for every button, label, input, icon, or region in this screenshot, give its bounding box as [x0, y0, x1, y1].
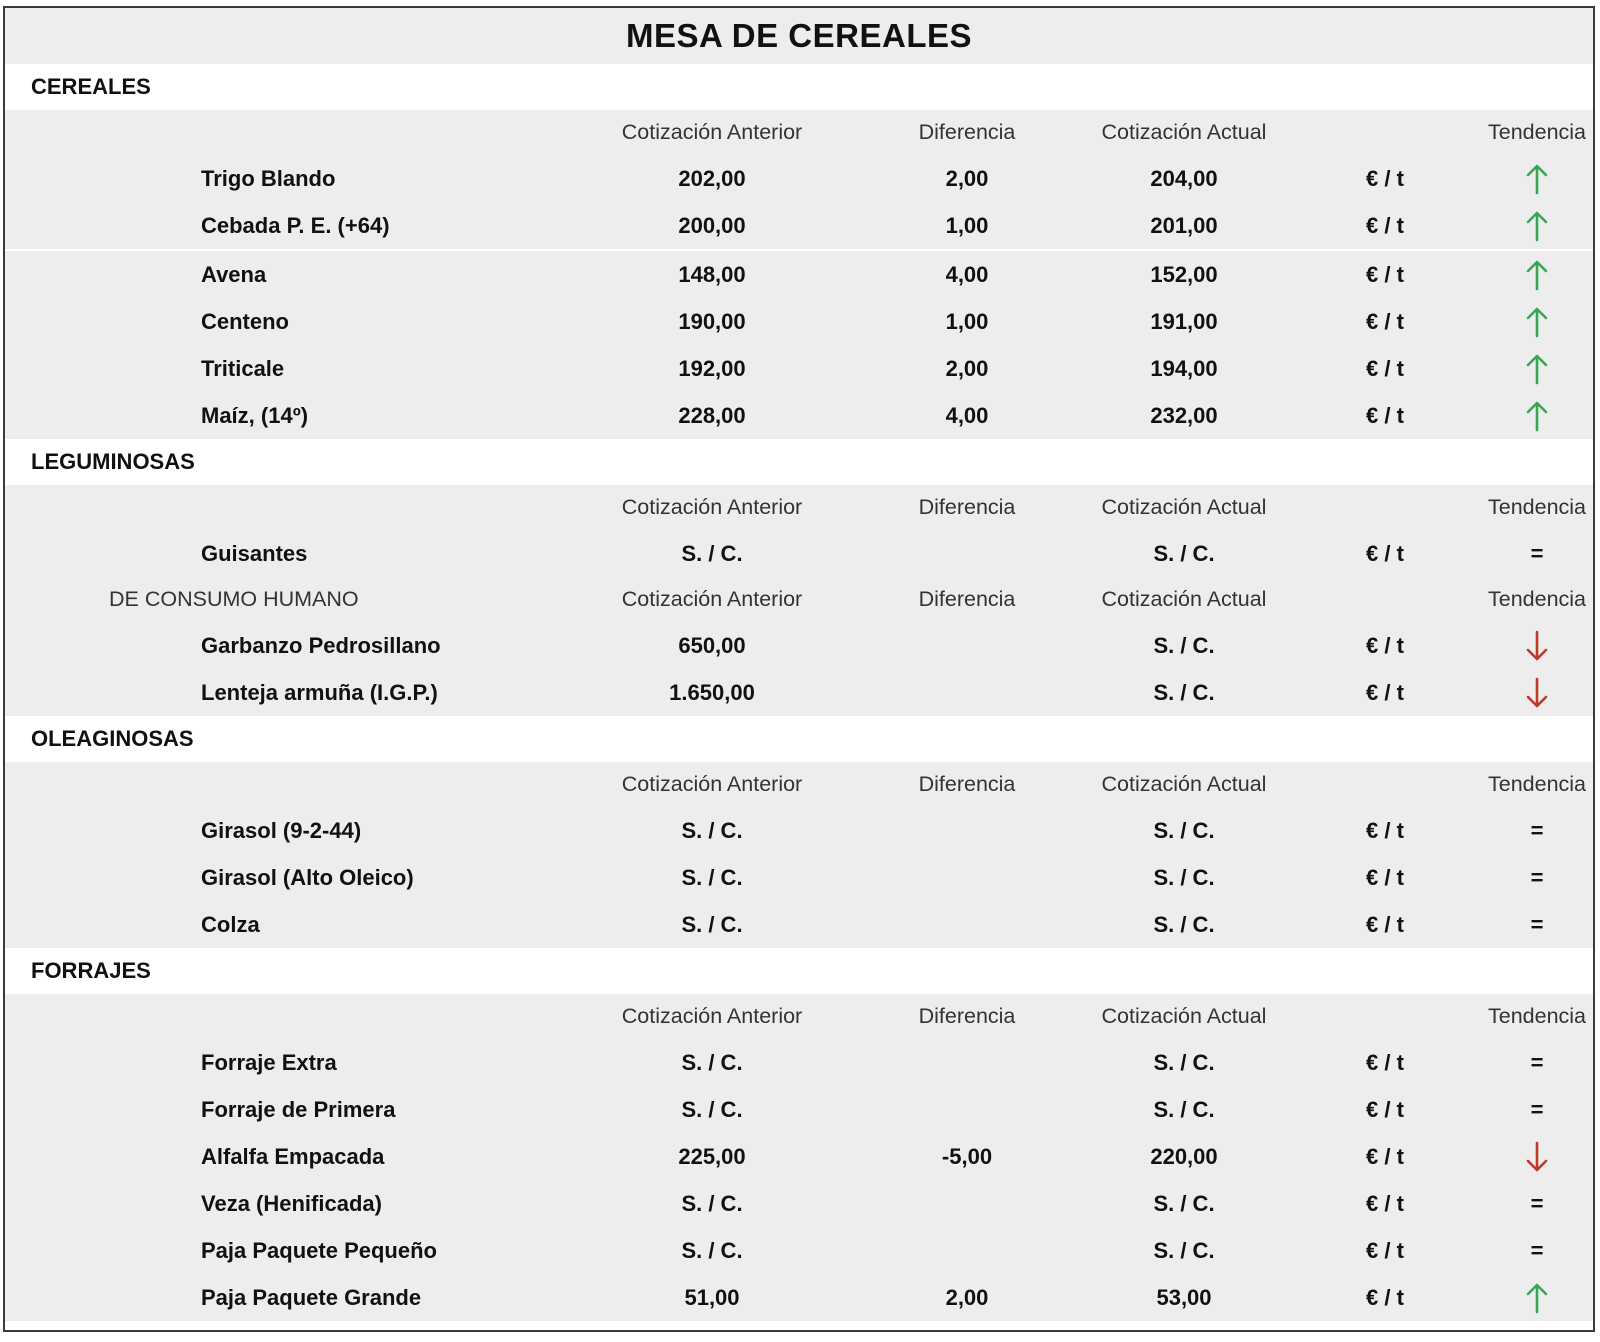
previous-price: 650,00	[678, 632, 746, 658]
header-prev: Cotización Anterior	[621, 772, 803, 796]
price-unit: € / t	[1366, 679, 1404, 705]
product-name: Triticale	[201, 355, 285, 381]
price-difference	[885, 622, 1049, 669]
current-price: S. / C.	[1153, 1096, 1215, 1122]
arrow-up-icon	[1475, 251, 1595, 298]
price-unit: € / t	[1366, 1143, 1404, 1169]
previous-price: 148,00	[678, 261, 746, 287]
price-difference	[885, 669, 1049, 716]
product-name: Guisantes	[201, 540, 308, 566]
product-name: Trigo Blando	[201, 165, 336, 191]
product-name: Colza	[201, 911, 260, 937]
price-unit: € / t	[1366, 212, 1404, 238]
price-unit: € / t	[1366, 1190, 1404, 1216]
previous-price: 200,00	[678, 212, 746, 238]
product-name: Cebada P. E. (+64)	[201, 212, 390, 238]
price-difference	[885, 1180, 1049, 1227]
product-name: Avena	[201, 261, 267, 287]
product-name: Maíz, (14º)	[201, 402, 309, 428]
trend-equal: =	[1530, 1049, 1544, 1075]
arrow-up-icon	[1475, 202, 1595, 249]
price-difference: 4,00	[945, 402, 989, 428]
header-trend: Tendencia	[1487, 120, 1587, 144]
header-prev: Cotización Anterior	[621, 587, 803, 611]
column-header-row	[5, 110, 1593, 155]
current-price: 204,00	[1150, 165, 1218, 191]
arrow-up-icon	[1475, 392, 1595, 439]
header-diff: Diferencia	[918, 1004, 1016, 1028]
price-unit: € / t	[1366, 261, 1404, 287]
previous-price: S. / C.	[681, 1190, 743, 1216]
price-table	[3, 6, 1595, 1332]
rows-consumo-humano	[5, 622, 1593, 716]
product-name: Veza (Henificada)	[201, 1190, 382, 1216]
section-title-leguminosas: LEGUMINOSAS	[5, 439, 1593, 485]
header-act: Cotización Actual	[1101, 1004, 1267, 1028]
trend-equal: =	[1530, 1096, 1544, 1122]
trend-equal: =	[1530, 540, 1544, 566]
price-difference: 4,00	[945, 261, 989, 287]
price-unit: € / t	[1366, 632, 1404, 658]
price-unit: € / t	[1366, 864, 1404, 890]
price-unit: € / t	[1366, 355, 1404, 381]
price-unit: € / t	[1366, 911, 1404, 937]
section-body-oleaginosas	[5, 762, 1593, 948]
current-price: 194,00	[1150, 355, 1218, 381]
current-price: 220,00	[1150, 1143, 1218, 1169]
price-difference	[885, 854, 1049, 901]
header-diff: Diferencia	[918, 120, 1016, 144]
section-body-leguminosas	[5, 485, 1593, 716]
table-row	[5, 1133, 1593, 1180]
header-trend: Tendencia	[1487, 772, 1587, 796]
current-price: 201,00	[1150, 212, 1218, 238]
trend-equal: =	[1530, 1190, 1544, 1216]
price-difference	[885, 1227, 1049, 1274]
trend-equal: =	[1530, 1237, 1544, 1263]
previous-price: 190,00	[678, 308, 746, 334]
previous-price: 1.650,00	[669, 679, 755, 705]
price-unit: € / t	[1366, 308, 1404, 334]
price-difference	[885, 1086, 1049, 1133]
previous-price: S. / C.	[681, 1237, 743, 1263]
current-price: 152,00	[1150, 261, 1218, 287]
product-name: Garbanzo Pedrosillano	[201, 632, 441, 658]
price-unit: € / t	[1366, 1049, 1404, 1075]
previous-price: S. / C.	[681, 817, 743, 843]
header-act: Cotización Actual	[1101, 772, 1267, 796]
previous-price: S. / C.	[681, 540, 743, 566]
current-price: S. / C.	[1153, 864, 1215, 890]
previous-price: S. / C.	[681, 911, 743, 937]
current-price: 232,00	[1150, 402, 1218, 428]
price-difference: 2,00	[945, 165, 989, 191]
column-header-row	[5, 762, 1593, 807]
current-price: S. / C.	[1153, 817, 1215, 843]
header-diff: Diferencia	[918, 587, 1016, 611]
arrow-down-icon	[1475, 1133, 1595, 1180]
current-price: 53,00	[1156, 1284, 1212, 1310]
product-name: Girasol (9-2-44)	[201, 817, 362, 843]
current-price: S. / C.	[1153, 1190, 1215, 1216]
price-difference: -5,00	[941, 1143, 993, 1169]
product-name: Alfalfa Empacada	[201, 1143, 385, 1169]
price-unit: € / t	[1366, 1237, 1404, 1263]
rows-forrajes	[5, 1039, 1593, 1321]
column-header-row	[5, 994, 1593, 1039]
table-row	[5, 392, 1593, 439]
header-act: Cotización Actual	[1101, 495, 1267, 519]
title-band	[5, 8, 1593, 64]
header-act: Cotización Actual	[1101, 120, 1267, 144]
previous-price: S. / C.	[681, 864, 743, 890]
arrow-up-icon	[1475, 1274, 1595, 1321]
price-unit: € / t	[1366, 402, 1404, 428]
page-title: MESA DE CEREALES	[626, 17, 972, 54]
price-unit: € / t	[1366, 1096, 1404, 1122]
price-unit: € / t	[1366, 165, 1404, 191]
product-name: Centeno	[201, 308, 289, 334]
price-difference	[885, 807, 1049, 854]
current-price: S. / C.	[1153, 632, 1215, 658]
price-difference: 1,00	[945, 308, 989, 334]
current-price: S. / C.	[1153, 1237, 1215, 1263]
table-row	[5, 202, 1593, 249]
previous-price: S. / C.	[681, 1049, 743, 1075]
current-price: S. / C.	[1153, 540, 1215, 566]
previous-price: 202,00	[678, 165, 746, 191]
previous-price: S. / C.	[681, 1096, 743, 1122]
section-title-forrajes: FORRAJES	[5, 948, 1593, 994]
table-row	[5, 901, 1593, 948]
price-difference	[885, 901, 1049, 948]
header-trend: Tendencia	[1487, 587, 1587, 611]
product-name: Paja Paquete Pequeño	[201, 1237, 437, 1263]
section-title-cereales: CEREALES	[5, 64, 1593, 110]
trend-equal: =	[1530, 864, 1544, 890]
previous-price: 51,00	[684, 1284, 740, 1310]
column-header-row	[5, 485, 1593, 530]
previous-price: 225,00	[678, 1143, 746, 1169]
table-row	[5, 807, 1593, 854]
subsection-title: DE CONSUMO HUMANO	[109, 587, 359, 611]
table-row	[5, 854, 1593, 901]
current-price: S. / C.	[1153, 1049, 1215, 1075]
table-row	[5, 1039, 1593, 1086]
trend-equal: =	[1530, 911, 1544, 937]
header-prev: Cotización Anterior	[621, 120, 803, 144]
price-difference: 1,00	[945, 212, 989, 238]
current-price: S. / C.	[1153, 911, 1215, 937]
subsection-header-row	[5, 577, 1593, 622]
section-title-oleaginosas: OLEAGINOSAS	[5, 716, 1593, 762]
header-trend: Tendencia	[1487, 495, 1587, 519]
header-prev: Cotización Anterior	[621, 1004, 803, 1028]
rows-leguminosas	[5, 530, 1593, 577]
table-row	[5, 1180, 1593, 1227]
arrow-down-icon	[1475, 622, 1595, 669]
product-name: Forraje de Primera	[201, 1096, 396, 1122]
price-difference: 2,00	[945, 1284, 989, 1310]
price-unit: € / t	[1366, 817, 1404, 843]
table-row	[5, 249, 1593, 298]
section-body-forrajes	[5, 994, 1593, 1321]
previous-price: 228,00	[678, 402, 746, 428]
current-price: S. / C.	[1153, 679, 1215, 705]
price-difference	[885, 530, 1049, 577]
product-name: Girasol (Alto Oleico)	[201, 864, 414, 890]
price-difference	[885, 1039, 1049, 1086]
table-row	[5, 345, 1593, 392]
header-diff: Diferencia	[918, 772, 1016, 796]
current-price: 191,00	[1150, 308, 1218, 334]
header-act: Cotización Actual	[1101, 587, 1267, 611]
price-unit: € / t	[1366, 1284, 1404, 1310]
table-row	[5, 1274, 1593, 1321]
previous-price: 192,00	[678, 355, 746, 381]
product-name: Paja Paquete Grande	[201, 1284, 422, 1310]
price-difference: 2,00	[945, 355, 989, 381]
header-trend: Tendencia	[1487, 1004, 1587, 1028]
table-row	[5, 1227, 1593, 1274]
table-row	[5, 669, 1593, 716]
table-row	[5, 622, 1593, 669]
section-body-cereales	[5, 110, 1593, 439]
trend-equal: =	[1530, 817, 1544, 843]
header-diff: Diferencia	[918, 495, 1016, 519]
arrow-up-icon	[1475, 155, 1595, 202]
table-row	[5, 155, 1593, 202]
product-name: Lenteja armuña (I.G.P.)	[201, 679, 438, 705]
product-name: Forraje Extra	[201, 1049, 337, 1075]
arrow-up-icon	[1475, 298, 1595, 345]
rows-oleaginosas	[5, 807, 1593, 948]
price-unit: € / t	[1366, 540, 1404, 566]
table-row	[5, 530, 1593, 577]
arrow-down-icon	[1475, 669, 1595, 716]
table-row	[5, 1086, 1593, 1133]
header-prev: Cotización Anterior	[621, 495, 803, 519]
rows-cereales	[5, 155, 1593, 439]
arrow-up-icon	[1475, 345, 1595, 392]
table-row	[5, 298, 1593, 345]
